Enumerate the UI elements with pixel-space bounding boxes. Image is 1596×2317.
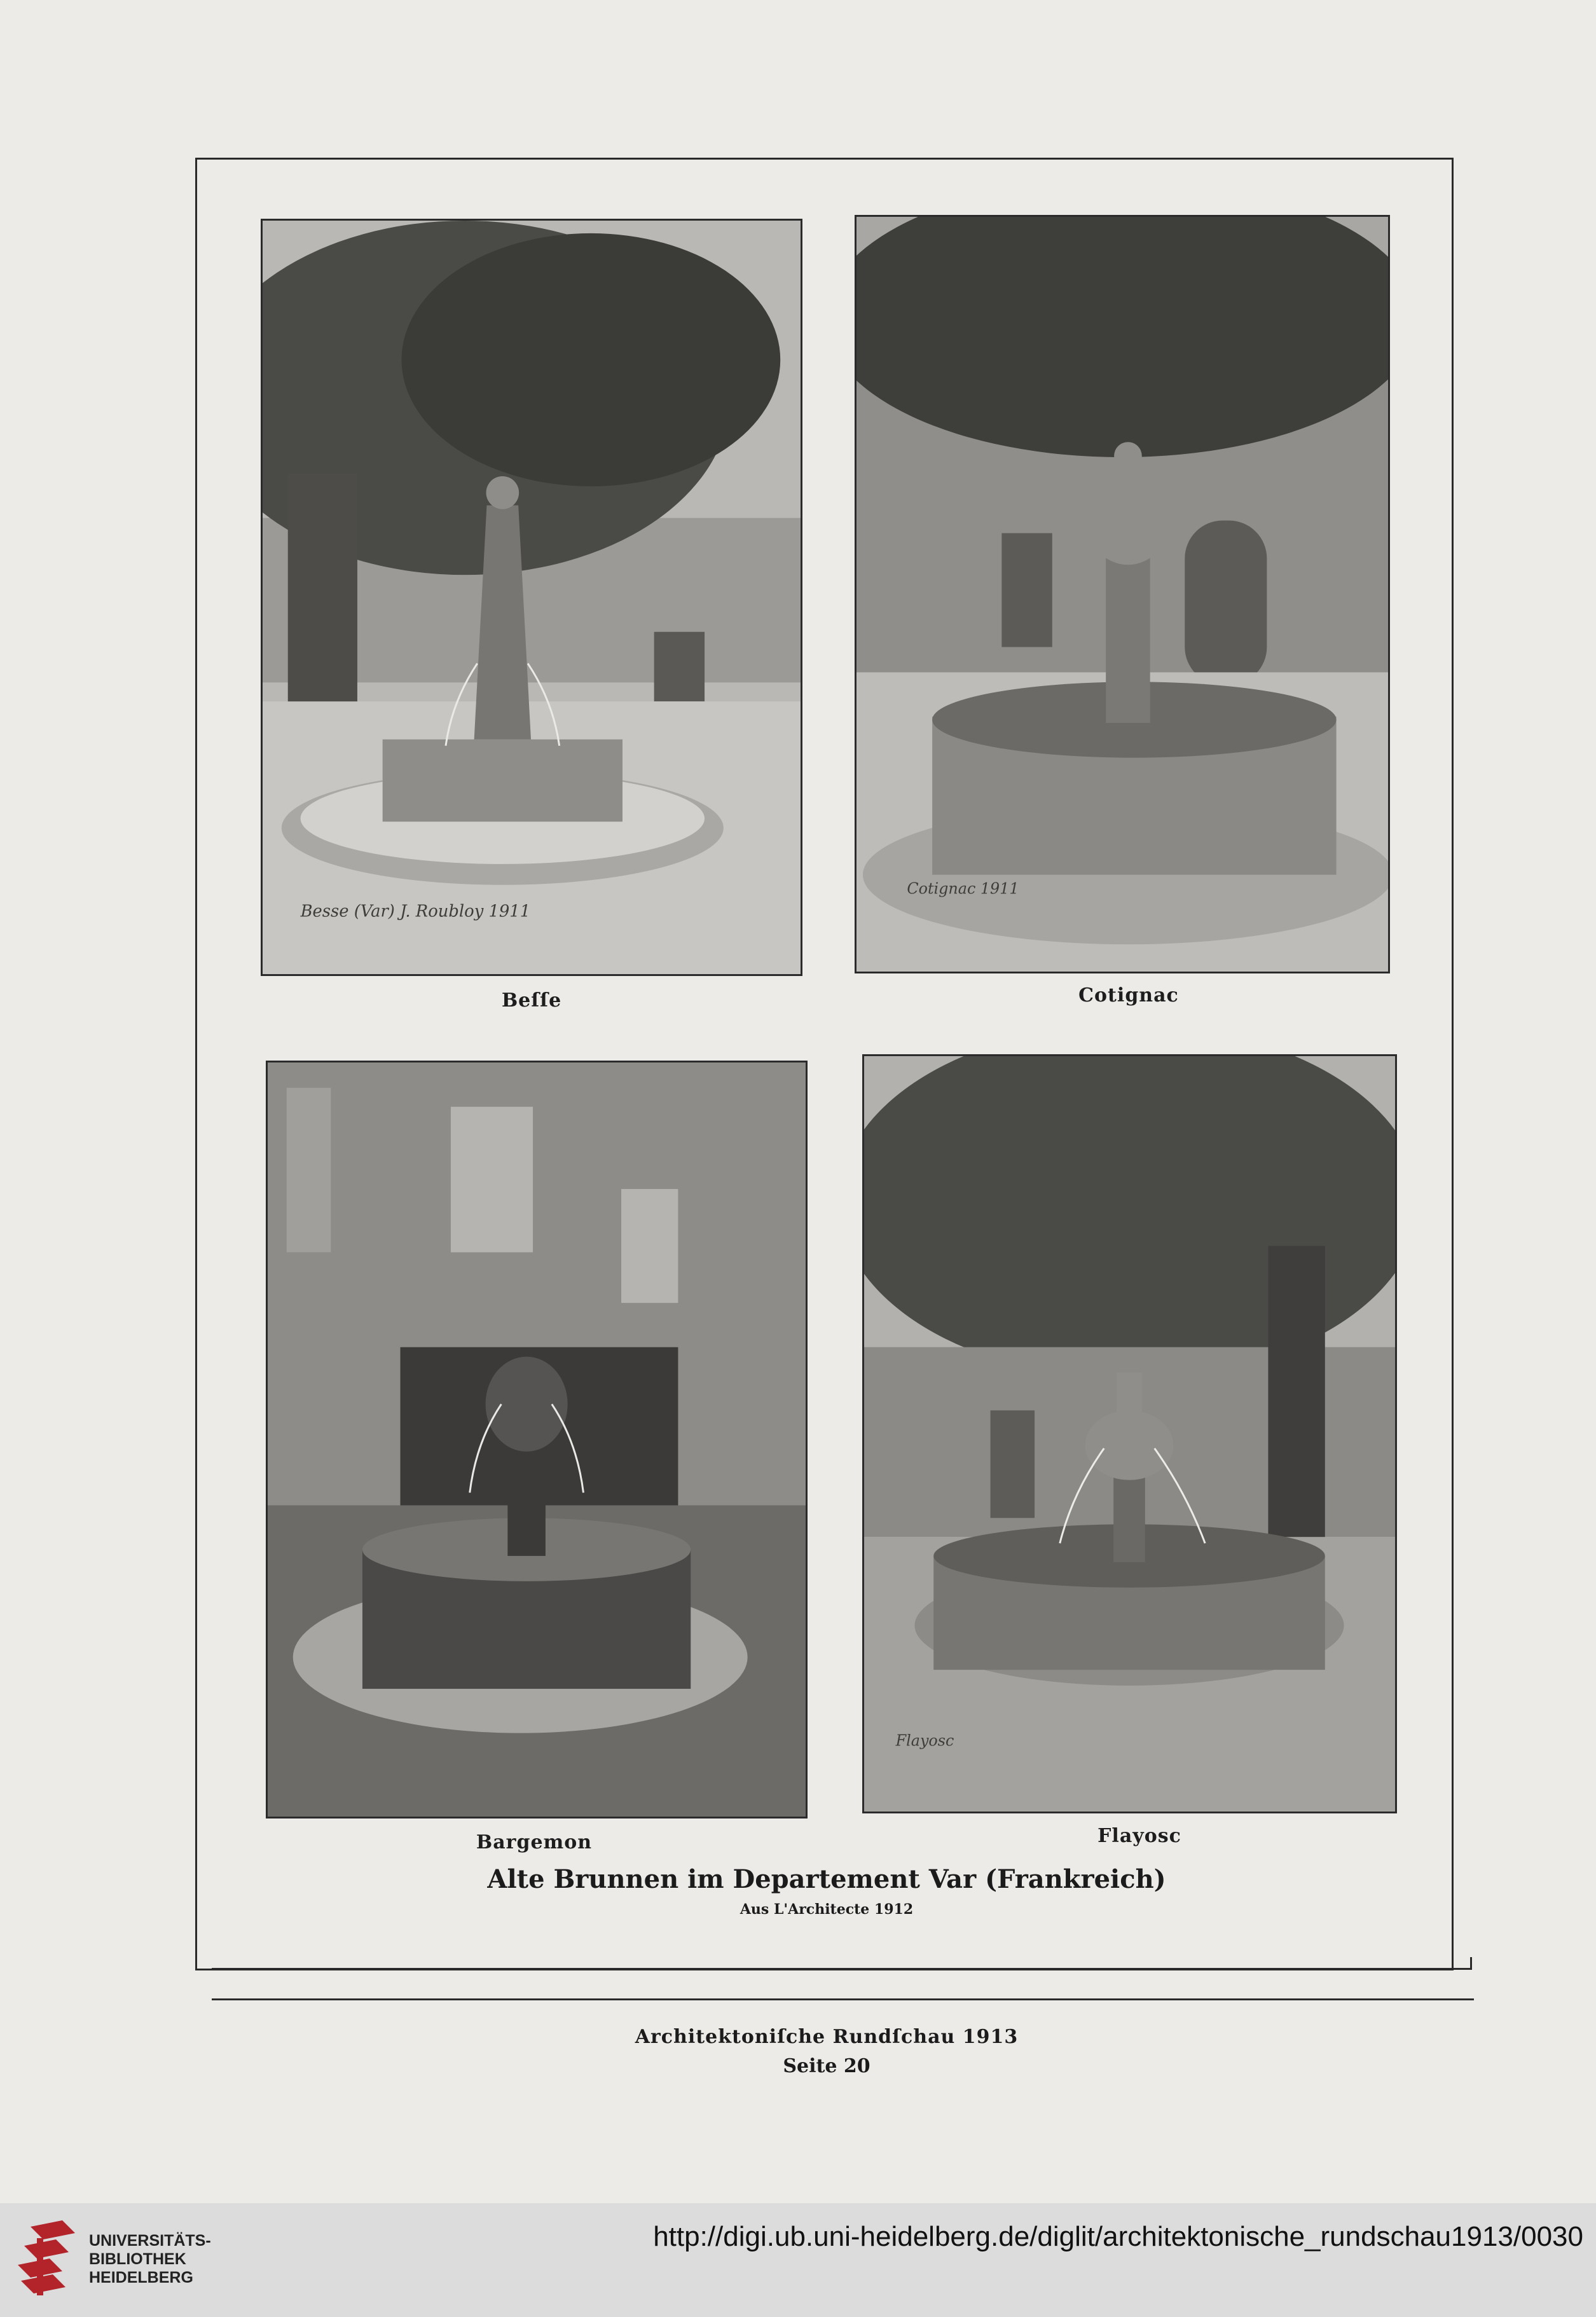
cotignac-artist-inscription: Cotignac 1911 [907,879,1019,898]
permalink-url[interactable]: http://digi.ub.uni-heidelberg.de/diglit/architektonische_rundschau1913/0030 [653,2221,1583,2252]
caption-bargemon: Bargemon [476,1831,593,1853]
page-number: Seite 20 [783,2055,870,2077]
library-name-line1: UNIVERSITÄTS- [89,2232,211,2250]
plate-source: Aus L'Architecte 1912 [740,1901,914,1918]
library-footer-bar [0,2203,1596,2317]
fountain-cotignac-drawing [856,217,1388,972]
besse-artist-inscription: Besse (Var) J. Roubloy 1911 [300,902,531,921]
library-name-line2: BIBLIOTHEK [89,2250,186,2268]
illustration-besse [261,219,802,976]
plate-frame-shadow [212,1957,1472,1970]
journal-title: Architektoniſche Rundſchau 1913 [635,2026,1019,2048]
illustration-flayosc [862,1054,1397,1813]
fountain-besse-drawing [263,221,801,974]
footer-rule [212,1998,1474,2000]
illustration-cotignac [855,215,1390,973]
fountain-bargemon-drawing [268,1062,806,1817]
caption-flayosc: Flayosc [1097,1825,1181,1847]
caption-besse: Beſſe [501,989,562,1012]
caption-cotignac: Cotignac [1078,984,1179,1007]
flayosc-artist-inscription: Flayosc [895,1731,954,1750]
plate-title: Alte Brunnen im Departement Var (Frankreich) [487,1864,1166,1894]
library-name[interactable] [89,2232,211,2287]
illustration-bargemon [266,1061,808,1819]
fountain-flayosc-drawing [864,1056,1395,1812]
university-library-logo-icon[interactable] [18,2220,81,2299]
library-name-line3: HEIDELBERG [89,2269,193,2286]
